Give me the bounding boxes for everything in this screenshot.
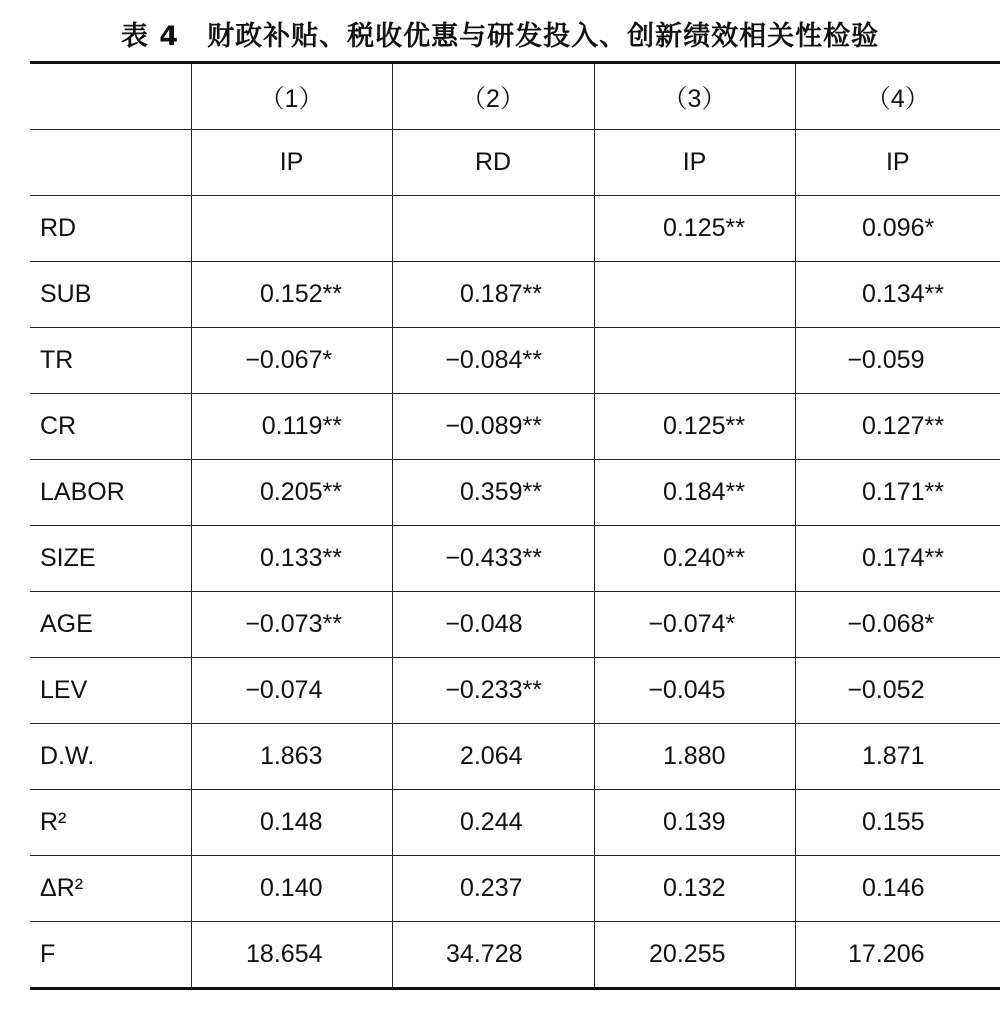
dependent-var-2: RD: [392, 130, 594, 196]
coefficient-cell: [594, 196, 795, 262]
coefficient-cell: [392, 658, 594, 724]
coefficient-cell: [594, 592, 795, 658]
coefficient-value: 1.880: [662, 742, 726, 770]
header-row-model-numbers: [30, 63, 1000, 130]
coefficient-value: 0.205: [259, 478, 323, 506]
significance-stars: **: [725, 478, 745, 506]
coefficient-cell: [392, 790, 594, 856]
coefficient-value: 0.096: [861, 214, 925, 242]
coefficient-cell: [594, 922, 795, 989]
significance-stars: **: [322, 280, 342, 308]
coefficient-value: −0.084: [445, 346, 523, 374]
table-row: [30, 856, 1000, 922]
significance-stars: **: [725, 544, 745, 572]
significance-stars: **: [322, 610, 342, 638]
coefficient-cell: [191, 724, 392, 790]
significance-stars: *: [924, 214, 935, 242]
coefficient-value: 0.359: [459, 478, 523, 506]
coefficient-cell: [191, 658, 392, 724]
row-label: SUB: [30, 262, 191, 328]
coefficient-cell: [594, 658, 795, 724]
coefficient-cell: [795, 262, 1000, 328]
coefficient-cell: [594, 526, 795, 592]
coefficient-cell: [594, 856, 795, 922]
significance-stars: **: [522, 478, 542, 506]
header-corner-cell: [30, 130, 191, 196]
coefficient-cell: [191, 328, 392, 394]
significance-stars: **: [322, 478, 342, 506]
coefficient-cell: [594, 724, 795, 790]
significance-stars: **: [725, 412, 745, 440]
header-corner-cell: [30, 63, 191, 130]
coefficient-cell: [191, 856, 392, 922]
coefficient-cell: [795, 922, 1000, 989]
coefficient-value: −0.048: [445, 610, 523, 638]
coefficient-cell: [191, 922, 392, 989]
coefficient-cell: [392, 724, 594, 790]
coefficient-value: 2.064: [459, 742, 523, 770]
row-label: D.W.: [30, 724, 191, 790]
coefficient-cell: [191, 262, 392, 328]
table-row: [30, 658, 1000, 724]
significance-stars: *: [924, 610, 935, 638]
row-label: F: [30, 922, 191, 989]
coefficient-cell: [795, 460, 1000, 526]
coefficient-value: 20.255: [649, 940, 726, 968]
coefficient-cell: [191, 394, 392, 460]
coefficient-value: 0.240: [662, 544, 726, 572]
significance-stars: **: [924, 478, 944, 506]
coefficient-value: 0.125: [662, 214, 726, 242]
coefficient-value: 0.155: [861, 808, 925, 836]
model-number-1: （1）: [191, 63, 392, 130]
significance-stars: **: [522, 412, 542, 440]
coefficient-cell: [191, 526, 392, 592]
coefficient-cell: [392, 592, 594, 658]
coefficient-value: −0.067: [245, 346, 323, 374]
coefficient-value: 0.148: [259, 808, 323, 836]
coefficient-value: 0.152: [259, 280, 323, 308]
significance-stars: **: [522, 676, 542, 704]
coefficient-value: 0.146: [861, 874, 925, 902]
coefficient-value: 0.132: [662, 874, 726, 902]
significance-stars: **: [924, 280, 944, 308]
coefficient-value: 0.119: [261, 412, 323, 440]
coefficient-cell: [191, 790, 392, 856]
coefficient-cell: [795, 856, 1000, 922]
coefficient-cell: [795, 592, 1000, 658]
coefficient-cell: [594, 262, 795, 328]
coefficient-value: 1.871: [861, 742, 925, 770]
coefficient-value: 0.139: [662, 808, 726, 836]
table-row: [30, 262, 1000, 328]
coefficient-cell: [594, 328, 795, 394]
coefficient-value: −0.074: [245, 676, 323, 704]
coefficient-cell: [795, 196, 1000, 262]
table-row: [30, 592, 1000, 658]
coefficient-cell: [392, 526, 594, 592]
table-row: [30, 394, 1000, 460]
coefficient-cell: [392, 394, 594, 460]
dependent-var-1: IP: [191, 130, 392, 196]
row-label: TR: [30, 328, 191, 394]
significance-stars: **: [522, 544, 542, 572]
coefficient-cell: [392, 328, 594, 394]
table-caption: 表 4 财政补贴、税收优惠与研发投入、创新绩效相关性检验: [120, 21, 880, 52]
coefficient-value: −0.074: [648, 610, 726, 638]
coefficient-value: 0.133: [259, 544, 323, 572]
row-label: ΔR²: [30, 856, 191, 922]
coefficient-cell: [795, 526, 1000, 592]
model-number-2: （2）: [392, 63, 594, 130]
coefficient-value: 0.127: [861, 412, 925, 440]
row-label: R²: [30, 790, 191, 856]
coefficient-cell: [191, 592, 392, 658]
model-number-4: （4）: [795, 63, 1000, 130]
coefficient-cell: [392, 856, 594, 922]
table-row: [30, 460, 1000, 526]
table-row: [30, 790, 1000, 856]
row-label: CR: [30, 394, 191, 460]
coefficient-cell: [795, 328, 1000, 394]
coefficient-cell: [795, 394, 1000, 460]
significance-stars: **: [725, 214, 745, 242]
table-row: [30, 922, 1000, 989]
coefficient-cell: [795, 724, 1000, 790]
coefficient-value: −0.045: [648, 676, 726, 704]
significance-stars: **: [322, 412, 342, 440]
coefficient-cell: [392, 460, 594, 526]
row-label: LEV: [30, 658, 191, 724]
table-row: [30, 196, 1000, 262]
coefficient-cell: [191, 460, 392, 526]
coefficient-value: 0.171: [861, 478, 925, 506]
coefficient-cell: [594, 460, 795, 526]
coefficient-cell: [392, 922, 594, 989]
coefficient-value: 0.237: [459, 874, 523, 902]
coefficient-cell: [795, 790, 1000, 856]
table-body: [30, 196, 1000, 989]
coefficient-value: 18.654: [246, 940, 323, 968]
coefficient-cell: [392, 262, 594, 328]
row-label: SIZE: [30, 526, 191, 592]
coefficient-value: −0.059: [847, 346, 925, 374]
coefficient-value: 0.187: [459, 280, 523, 308]
dependent-var-4: IP: [795, 130, 1000, 196]
coefficient-value: 0.174: [861, 544, 925, 572]
coefficient-cell: [392, 196, 594, 262]
coefficient-value: −0.068: [847, 610, 925, 638]
significance-stars: **: [522, 346, 542, 374]
table-row: [30, 328, 1000, 394]
row-label: AGE: [30, 592, 191, 658]
significance-stars: **: [322, 544, 342, 572]
coefficient-value: 34.728: [446, 940, 523, 968]
significance-stars: **: [924, 412, 944, 440]
coefficient-cell: [594, 394, 795, 460]
model-number-3: （3）: [594, 63, 795, 130]
coefficient-value: 0.125: [662, 412, 726, 440]
coefficient-value: −0.052: [847, 676, 925, 704]
header-row-dependent-vars: [30, 130, 1000, 196]
coefficient-cell: [191, 196, 392, 262]
dependent-var-3: IP: [594, 130, 795, 196]
row-label: LABOR: [30, 460, 191, 526]
coefficient-value: 17.206: [848, 940, 925, 968]
coefficient-value: 1.863: [259, 742, 323, 770]
row-label: RD: [30, 196, 191, 262]
coefficient-value: −0.073: [245, 610, 323, 638]
coefficient-value: −0.433: [445, 544, 523, 572]
coefficient-value: −0.089: [445, 412, 523, 440]
coefficient-value: −0.233: [445, 676, 523, 704]
coefficient-value: 0.244: [459, 808, 523, 836]
coefficient-cell: [594, 790, 795, 856]
significance-stars: **: [522, 280, 542, 308]
coefficient-value: 0.134: [861, 280, 925, 308]
regression-table: [30, 61, 1000, 990]
significance-stars: **: [924, 544, 944, 572]
table-row: [30, 724, 1000, 790]
table-row: [30, 526, 1000, 592]
coefficient-cell: [795, 658, 1000, 724]
significance-stars: *: [725, 610, 736, 638]
coefficient-value: 0.140: [259, 874, 323, 902]
significance-stars: *: [322, 346, 333, 374]
coefficient-value: 0.184: [662, 478, 726, 506]
